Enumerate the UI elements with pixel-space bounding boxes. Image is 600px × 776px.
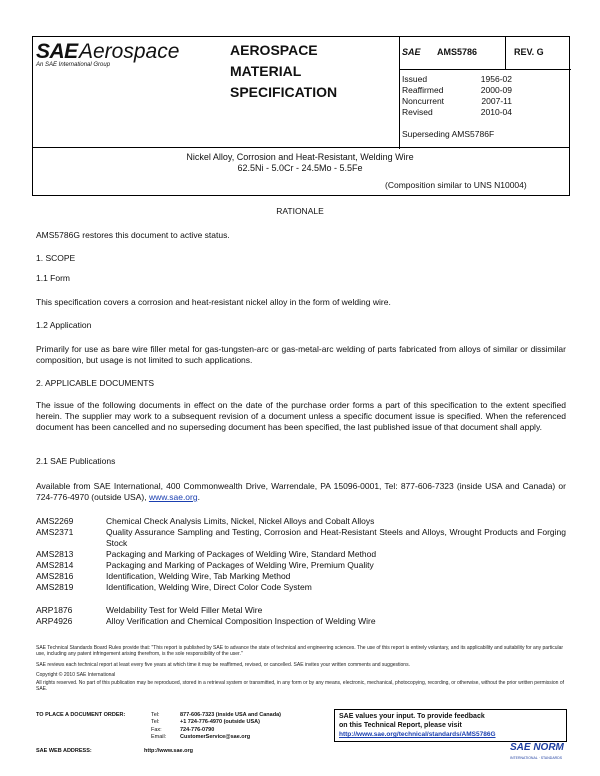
reference-item: AMS2814 Packaging and Marking of Packages of Welding Wire, Premium Quality — [36, 560, 374, 570]
order-contact-block: TO PLACE A DOCUMENT ORDER: Tel: 877-606-7323 (inside USA and Canada) Tel: +1 724-776-4970 (outside USA) Fax: 724-776-0790 Email: CustomerService@sae.org — [36, 712, 281, 741]
revision-label: REV. G — [514, 47, 544, 57]
application-text: Primarily for use as bare wire filler metal for gas-tungsten-arc or gas-metal-arc welding of parts fabricated from alloys of similar or dissimilar composition, but usage is not limited to such applications. — [36, 344, 566, 365]
date-row: Reaffirmed 2000-09 — [402, 85, 512, 95]
subject-uns-note: (Composition similar to UNS N10004) — [385, 180, 527, 190]
web-address-link[interactable]: http://www.sae.org — [144, 748, 193, 754]
aerospace-logo-text: Aerospace — [79, 40, 180, 63]
date-row: Issued 1956-02 — [402, 74, 512, 84]
form-heading: 1.1 Form — [36, 273, 71, 283]
date-row: Noncurrent 2007-11 — [402, 96, 512, 106]
sae-logo: SAE — [36, 40, 78, 63]
superseding-note: Superseding AMS5786F — [402, 129, 495, 139]
logo-subtitle: An SAE International Group — [36, 62, 111, 68]
sae-norm-watermark: SAE NORM — [510, 742, 564, 753]
feedback-link[interactable]: http://www.sae.org/technical/standards/AMS5786G — [339, 731, 496, 738]
sae-mini-logo: SAE — [402, 47, 421, 57]
scope-heading: 1. SCOPE — [36, 253, 76, 263]
reference-list — [36, 516, 566, 593]
reference-list-arp — [36, 605, 566, 627]
web-address: SAE WEB ADDRESS: http://www.sae.org — [36, 748, 193, 754]
sae-norm-watermark-subtitle: INTERNATIONAL · STANDARDS — [510, 756, 563, 760]
sae-publications-text: Available from SAE International, 400 Commonwealth Drive, Warrendale, PA 15096-0001, Tel: 877-606-7323 (inside USA and Canada) or 724-776-4970 (outside USA), www.sae.org. — [36, 481, 566, 502]
form-text: This specification covers a corrosion and heat-resistant nickel alloy in the form of welding wire. — [36, 297, 391, 307]
reference-item: AMS2816 Identification, Welding Wire, Tab Marking Method — [36, 571, 291, 581]
review-notice: SAE reviews each technical report at least every five years at which time it may be reaffirmed, revised, or cancelled. SAE invites your written comments and suggestions. — [36, 662, 410, 668]
applicable-documents-text: The issue of the following documents in effect on the date of the purchase order forms a part of this specification to the extent specified herein. The supplier may work to a subsequent revision of a document unless a specific document issue is specified. When the referenced document has been cancelled and no superseding document has been specified, the last published issue of that document shall apply. — [36, 400, 566, 432]
application-heading: 1.2 Application — [36, 320, 92, 330]
rationale-heading: RATIONALE — [276, 206, 324, 216]
document-dates — [402, 74, 512, 118]
document-number: AMS5786 — [437, 47, 478, 57]
reference-item: ARP4926 Alloy Verification and Chemical Composition Inspection of Welding Wire — [36, 616, 376, 626]
document-type-title: AEROSPACE MATERIAL SPECIFICATION — [230, 42, 338, 100]
customer-service-email[interactable]: CustomerService@sae.org — [180, 734, 251, 741]
sae-publications-heading: 2.1 SAE Publications — [36, 456, 116, 466]
rationale-text: AMS5786G restores this document to active status. — [36, 230, 230, 240]
subject-title: Nickel Alloy, Corrosion and Heat-Resistant, Welding Wire — [186, 152, 414, 162]
standards-board-notice: SAE Technical Standards Board Rules provide that: "This report is published by SAE to advance the state of technical and engineering sciences. The use of this report is entirely voluntary, and its applicability and suitability for any particular use, including any patent infringement arising therefrom, is the sole responsibility of the user." — [36, 645, 564, 658]
reference-item: AMS2813 Packaging and Marking of Packages of Welding Wire, Standard Method — [36, 549, 377, 559]
copyright-notice: Copyright © 2010 SAE International — [36, 672, 116, 678]
feedback-box: SAE values your input. To provide feedback on this Technical Report, please visit http://www.sae.org/technical/standards/AMS5786G — [334, 709, 567, 742]
applicable-documents-heading: 2. APPLICABLE DOCUMENTS — [36, 378, 155, 388]
reference-item: AMS2371 Quality Assurance Sampling and Testing, Corrosion and Heat-Resistant Steels and Alloys, Wrought Products and Forging Stock — [36, 527, 566, 548]
reference-item: AMS2269 Chemical Check Analysis Limits, Nickel, Nickel Alloys and Cobalt Alloys — [36, 516, 375, 526]
reference-item: AMS2819 Identification, Welding Wire, Direct Color Code System — [36, 582, 312, 592]
subject-composition: 62.5Ni - 5.0Cr - 24.5Mo - 5.5Fe — [237, 163, 363, 173]
reference-item: ARP1876 Weldability Test for Weld Filler Metal Wire — [36, 605, 263, 615]
sae-website-link[interactable]: www.sae.org — [148, 492, 198, 502]
rights-notice: All rights reserved. No part of this publication may be reproduced, stored in a retrieval system or transmitted, in any form or by any means, electronic, mechanical, photocopying, recording, or otherwise, without the prior written permission of SAE. — [36, 680, 565, 693]
date-row: Revised 2010-04 — [402, 107, 512, 117]
